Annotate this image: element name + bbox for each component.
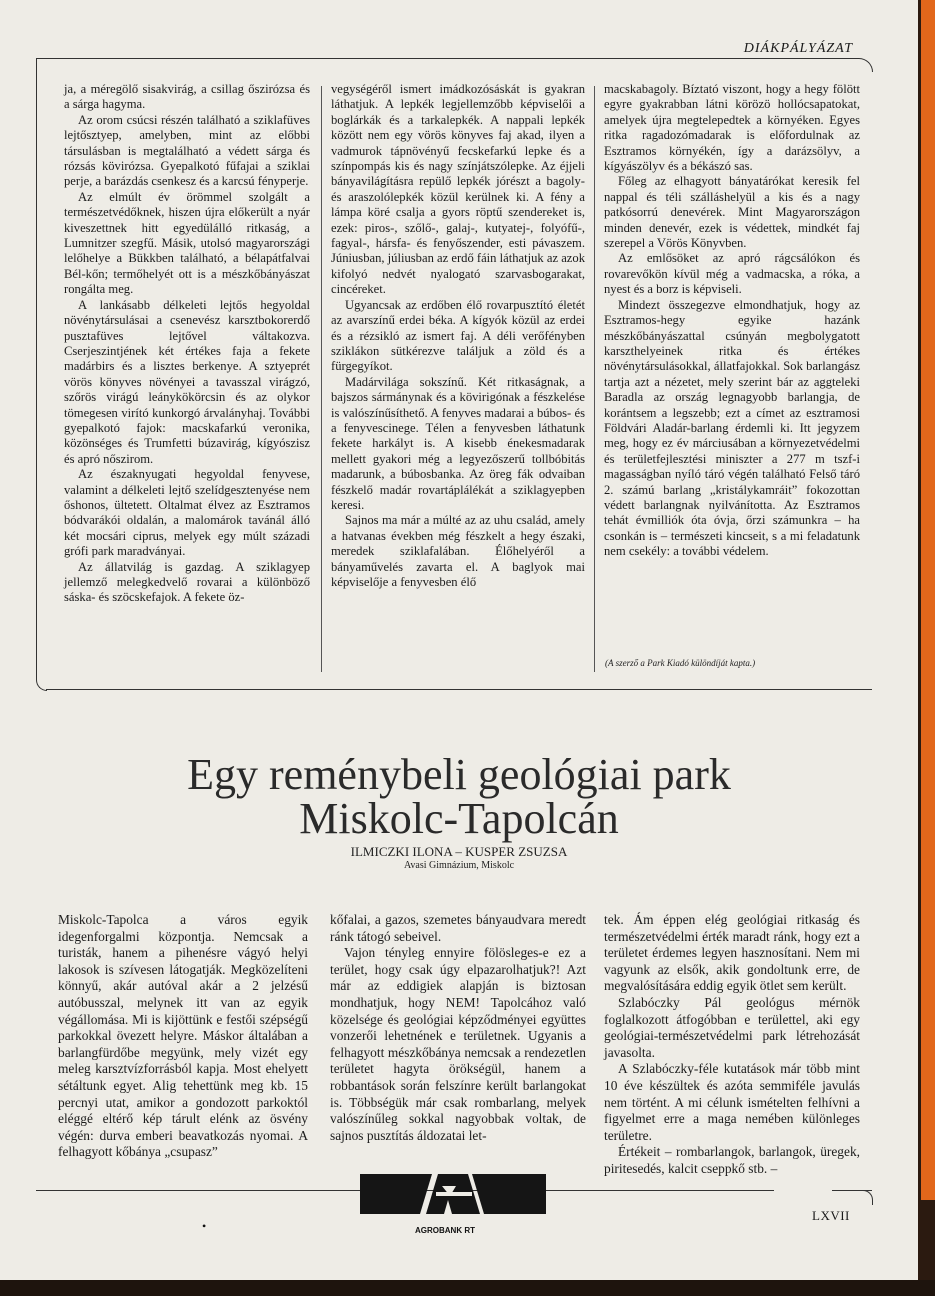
logo-caption: AGROBANK RT (415, 1226, 475, 1235)
paragraph: Az emlősöket az apró rágcsálókon és rovarevőkön kívül még a vadmacska, a róka, a nyest és a borz is képviseli. (604, 251, 860, 297)
paragraph: Értékeit – rombarlangok, barlangok, üregek, piritesedés, kalcit cseppkő stb. – (604, 1144, 860, 1176)
paragraph: kőfalai, a gazos, szemetes bányaudvara meredt ránk tátogó sebeivel. (330, 912, 586, 944)
frame-left-rule (36, 58, 47, 691)
agrobank-logo (360, 1170, 546, 1218)
top-column-3 (604, 82, 860, 560)
top-column-1 (64, 82, 310, 606)
paragraph: Sajnos ma már a múlté az az uhu család, amely a hatvanas években még fészkelt a hegy északi, meredek sziklafalában. Élőhelyéről a bányaművelés zavarta el. A baglyok mai képviselője a fenyvesben élő (331, 513, 585, 589)
paragraph: Vajon tényleg ennyire fölösleges-e ez a terület, hogy csak úgy elpazarolhatjuk?! Azt már az eddigiek alapján is biztosan mondhatjuk, hogy NEM! Tapolcához való közelsége és geológiai képződményei együttes vonzerői lehetnének e területnek. Ugyanis a felhagyott mészkőbánya nemcsak a rendezetlen területet hagyta örökségül, hanem a robbantások során felszínre került barlangokat is. Többségük már csak rombarlang, melyek valószínűleg sokkal nagyobbak voltak, de sajnos pusztítás áldozatai let- (330, 945, 586, 1143)
paragraph: A lankásabb délkeleti lejtős hegyoldal növénytársulásai a csenevész karsztbokorerdő pusztafüves lejtővel váltakozva. Cserjeszintjének két értékes faja a fekete madárbirs és a lisztes berkenye. A sztyeprét vörös könyves növényei a tavasszal virágzó, szőrös virágú leánykökörcsin és az olykor tömegesen virító kunkorgó árvalányhaj. További gyepalkotó fajok: macskafarkú veronika, közönséges és Trumfetti búzavirág, kígyószisz és apró nőszirom. (64, 297, 310, 466)
agrobank-logo-icon (360, 1170, 546, 1218)
paragraph: Madárvilága sokszínű. Két ritkaságnak, a bajszos sármánynak és a kövirigónak a fészkelése is valószínűsíthető. A fenyves madarai a búbos- és a fenyvescinege. Télen a fenyvesben láthatunk fekete harkályt is. A kisebb énekesmadarak mellett gyakori még a legyezőszerű tollbóbitás madarunk, a búbosbanka. Az öreg fák odvaiban fészkelő madár rovartáplálékát a sziklagyepben keresi. (331, 374, 585, 512)
paragraph: Az állatvilág is gazdag. A sziklagyep jellemző melegkedvelő rovarai a különböző sáska- és szöcskefajok. A fekete öz- (64, 559, 310, 605)
top-column-2 (331, 82, 585, 590)
bottom-column-3 (604, 912, 860, 1178)
paragraph: ja, a méregölő sisakvirág, a csillag őszirózsa és a sárga hagyma. (64, 82, 310, 112)
paragraph: macskabagoly. Bíztató viszont, hogy a hegy fölött egyre gyakrabban látni körözö hollócsapatokat, amelyek újra megtelepedtek a környéken. Egyes ritka ragadozómadarak is előfordulnak az Esztramos környékén, így a darázsölyv, a kígyászölyv és a békászó sas. (604, 82, 860, 174)
column-rule (594, 86, 595, 672)
paragraph: Szlabóczky Pál geológus mérnök foglalkozott átfogóbban e területtel, aki egy geológiai-természetvédelmi park létrehozását javasolta. (604, 994, 860, 1060)
paragraph: Főleg az elhagyott bányatárókat keresik fel nappal és téli szálláshelyül a kis és a nagy patkósorrú denevérek. Mint Magyarországon minden denevér, ezek is védettek, mindkét faj szerepel a Vörös Könyvben. (604, 174, 860, 251)
article-authors: ILMICZKI ILONA – KUSPER ZSUZSA (350, 844, 568, 859)
article-school: Avasi Gimnázium, Miskolc (403, 860, 515, 871)
paragraph: tek. Ám éppen elég geológiai ritkaság és természetvédelmi érték maradt ránk, hogy ezt a területet érdemes legyen hasznosítani. Nem mi vagyunk az elsők, akik gondoltunk erre, de megvalósítására eddig egyik ötlet sem került. (604, 912, 860, 994)
bullet-mark: • (202, 1219, 207, 1233)
page-edge-bottom (0, 1280, 935, 1296)
bottom-column-2 (330, 912, 586, 1144)
bottom-column-1 (58, 912, 308, 1161)
frame-mid-rule (46, 689, 872, 690)
paragraph: Az orom csúcsi részén található a sziklafüves lejtősztyep, amelyben, mint az előbbi társulásban is megtalálható a védett sárga és rózsás kövirózsa. Gyepalkotó fűfajai a sziklai perje, a barázdás csenkesz és a karcsú fényperje. (64, 112, 310, 189)
column-rule (321, 86, 322, 672)
paragraph: Mindezt összegezve elmondhatjuk, hogy az Esztramos-hegy egyike hazánk mészkőbányászattal csúnyán megbolygatott karszthelyeinek ritka és értékes növénytársulásokkal, állatfajokkal. Sok barlangász tartja azt a nézetet, mely szerint bár az aggteleki Baradla az ország legnagyobb barlangja, de korántsem a legszebb; ezt a címet az esztramosi Földvári Aladár-barlang érdemli ki. Itt jegyzem meg, hogy ez év márciusában a környezetvédelmi és területfejlesztési miniszter a 277 m tszf-i magasságban nyíló táró végén található Felső táró 2. számú barlang „kristálykamráit” fokozottan védett barlangnak nyilvánította. Az Esztramos tehát évmilliók óta óvja, őrzi számunkra – ha csonkán is – természeti kincseit, s a mi feladatunk nem csekély: a további védelem. (604, 297, 860, 559)
paragraph: vegységéről ismert imádkozósáskát is gyakran láthatjuk. A lepkék legjellemzőbb képviselői a boglárkák és a tarkalepkék. A nappali lepkék között nem egy vörös könyves faj akad, ilyen a vadmurok tápnövényű fecskefarkú lepke és a színpompás kis és nagy színjátszólepke. Az éjjeli bányavilágításra repülő lepkék jórészt a bagoly- és araszolólepkék közül kerülnek ki. A fény a lámpa köré csalja a gyors röptű szendereket is, ezek: piros-, szőlő-, galaj-, kutyatej-, folyófű-, fagyal-, hársfa- és fenyőszender, esti pávaszem. Júniusban, júliusban az erdő fáin láthatjuk az azok kifolyó nedvét nyalogató szarvasbogarakat, cincéreket. (331, 82, 585, 297)
frame-top-rule (36, 58, 873, 72)
author-note: (A szerző a Park Kiadó különdíját kapta.) (605, 658, 756, 668)
paragraph: A Szlabóczky-féle kutatások már több mint 10 éve készültek és azóta semmiféle javulás nem történt. A mi célunk ismételten felhívni a figyelmet erre a maga nemében különleges területre. (604, 1061, 860, 1143)
paragraph: Ugyancsak az erdőben élő rovarpusztító életét az avarszínű erdei béka. A kígyók közül az erdei és a rézsikló az ismert faj. A déli verőfényben sziklákon sütkérezve találjuk a zöld és a fürgegyíkot. (331, 297, 585, 374)
paragraph: Az elmúlt év örömmel szolgált a természetvédőknek, hiszen újra előkerült a nyár kiveszettnek hitt egyedülálló ritkaság, a Lumnitzer szegfű. Másik, utolsó magyarországi lelőhelye a Bükkben található, a bélapátfalvai Bél-kőn; termőhelyét ott is a mészkőbányászat rongálta meg. (64, 189, 310, 297)
article-title: Egy reménybeli geológiai park (187, 750, 731, 799)
page-number: LXVII (812, 1208, 850, 1223)
paragraph: Miskolc-Tapolca a város egyik idegenforgalmi központja. Nemcsak a turisták, hanem a pihenésre vágyó helyi lakosok is szívesen látogatják. Megközelíteni könnyű, akár autóval akár a 2 jelzésű autóbusszal, melynek itt van az egyik végállomása. Mi is kijöttünk e festői szépségű parkokkal övezett helyre. Máskor általában a barlangfürdőbe megyünk, mely vizét egy meleg karsztvízforrásból kapja. Most ehelyett sétáltunk egyet. Alig tehettünk meg kb. 15 percnyi utat, amikor a gondozott parkoktól eléggé eltérő kép tárult elénk az ösvény végén: durva emberi beavatkozás nyomai. A felhagyott kőbánya „csupasz” (58, 912, 308, 1160)
paragraph: Az északnyugati hegyoldal fenyvese, valamint a délkeleti lejtő szelídgesztenyése nem őshonos, ültetett. Oltalmat élvez az Esztramos bódvarákói oldalán, a malomárok tavánál álló két mocsári ciprus, melyek egy múlt századi grófi park maradványai. (64, 467, 310, 559)
article-title-line2: Miskolc-Tapolcán (299, 794, 619, 843)
section-label: DIÁKPÁLYÁZAT (743, 41, 853, 56)
page-edge-orange (921, 0, 935, 1200)
